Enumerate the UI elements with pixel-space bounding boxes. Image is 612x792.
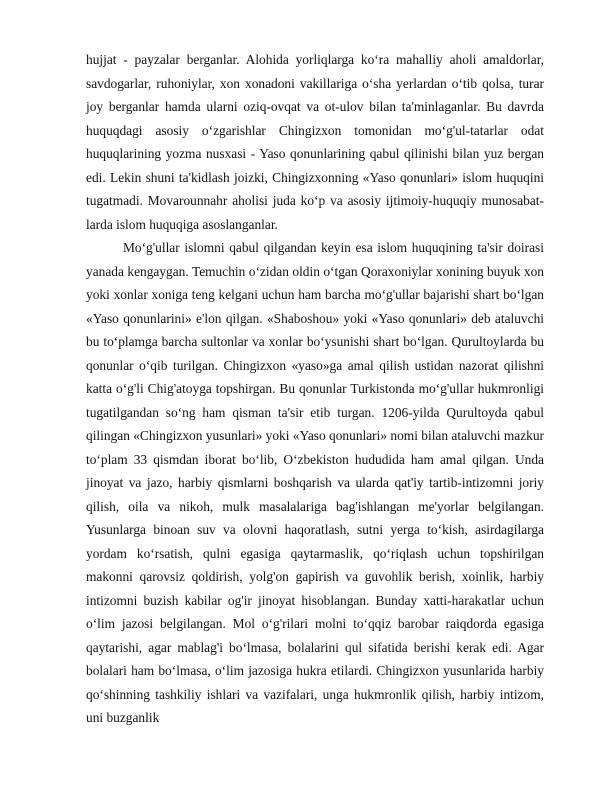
paragraph-1: hujjat - payzalar berganlar. Alohida yorliqlarga ko‘ra mahalliy aholi amaldorlar, savdogarlar, ruhoniylar, xon xonadoni vakillariga o‘sha yerlardan o‘tib qolsa, turar joy berganlar hamda ularni oziq-ovqat va ot-ulov bilan ta'minlaganlar. Bu davrda huquqdagi asosiy o‘zgarishlar Chingizxon tomonidan mo‘g'ul-tatarlar odat huquqlarining yozma nusxasi - Yaso qonunlarining qabul qilinishi bilan yuz bergan edi. Lekin shuni ta'kidlash joizki, Chingizxonning «Yaso qonunlari» islom huquqini tugatmadi. Movarounnahr aholisi juda ko‘p va asosiy ijtimoiy-huquqiy munosabat-larda islom huquqiga asoslanganlar. xyxy=(86,52,544,232)
document-page xyxy=(86,48,544,730)
paragraph-2: Mo‘g'ullar islomni qabul qilgandan keyin esa islom huquqining ta'sir doirasi yanada kengaygan. Temuchin o‘zidan oldin o‘tgan Qoraxoniylar xonining buyuk xon yoki xonlar xoniga teng kelgani uchun ham barcha mo‘g'ullar bajarishi shart bo‘lgan «Yaso qonunlarini» e'lon qilgan. «Shaboshou» yoki «Yaso qonunlari» deb ataluvchi bu to‘plamga barcha sultonlar va xonlar bo‘ysunishi shart bo‘lgan. Qurultoylarda bu qonunlar o‘qib turilgan. Chingizxon «yaso»ga amal qilish ustidan nazorat qilishni katta o‘g'li Chig'atoyga topshirgan. Bu qonunlar Turkistonda mo‘g'ullar hukmronligi tugatilgandan so‘ng ham qisman ta'sir etib turgan. 1206-yilda Qurultoyda qabul qilingan «Chingizxon yusunlari» yoki «Yaso qonunlari» nomi bilan ataluvchi mazkur to‘plam 33 qismdan iborat bo‘lib, O‘zbekiston hududida ham amal qilgan. Unda jinoyat va jazo, harbiy qismlarni boshqarish va ularda qat'iy tartib-intizomni joriy qilish, oila va nikoh, mulk masalalariga bag'ishlangan me'yorlar belgilangan. Yusunlarga binoan suv va olovni haqoratlash, sutni yerga to‘kish, asirdagilarga yordam ko‘rsatish, qulni egasiga qaytarmaslik, qo‘riqlash uchun topshirilgan makonni qarovsiz qoldirish, yolg'on gapirish va guvohlik berish, xoinlik, harbiy intizomni buzish kabilar og'ir jinoyat hisoblangan. Bunday xatti-harakatlar uchun o‘lim jazosi belgilangan. Mol o‘g'rilari molni to‘qqiz barobar raiqdorda egasiga qaytarishi, agar mablag'i bo‘lmasa, bolalarini qul sifatida berishi kerak edi. Agar bolalari ham bo‘lmasa, o‘lim jazosiga hukra etilardi. Chingizxon yusunlarida harbiy qo‘shinning tashkiliy ishlari va vazifalari, unga hukmronlik qilish, harbiy intizom, uni buzganlik xyxy=(86,240,544,725)
